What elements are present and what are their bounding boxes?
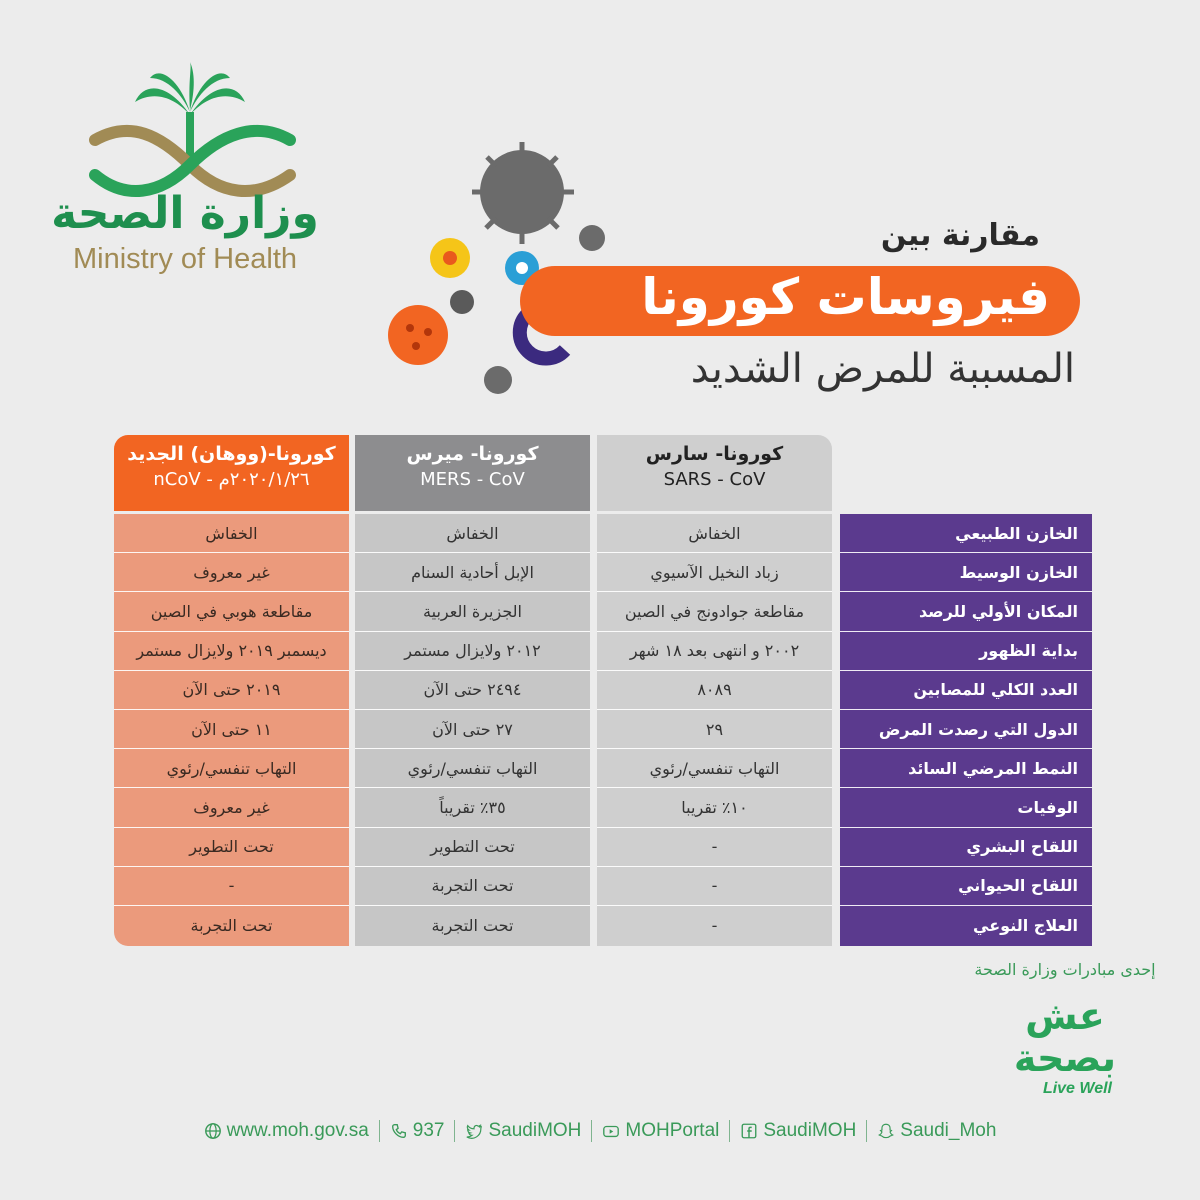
facebook-icon — [740, 1122, 758, 1140]
virus-icon — [484, 366, 512, 394]
snapchat-link[interactable] — [867, 1120, 1006, 1142]
ncov-cell: غير معروف — [114, 553, 349, 592]
ncov-cell: الخفاش — [114, 514, 349, 553]
snapchat-icon — [877, 1122, 895, 1140]
virus-icon — [450, 290, 474, 314]
sars-cell: ٨٠٨٩ — [597, 671, 832, 710]
sars-cell: - — [597, 828, 832, 867]
header-ncov — [114, 435, 349, 511]
sars-cell: التهاب تنفسي/رئوي — [597, 749, 832, 788]
header-sars-arabic: كورونا- سارس — [645, 443, 784, 465]
page-title: فيروسات كورونا — [641, 268, 1050, 326]
livewell-english: Live Well — [1042, 1079, 1112, 1097]
row-label: النمط المرضي السائد — [840, 749, 1092, 788]
mers-cell: تحت التجربة — [355, 867, 590, 906]
virus-icon — [579, 225, 605, 251]
sars-cell: - — [597, 867, 832, 906]
ncov-column — [114, 514, 349, 946]
youtube-icon — [602, 1122, 620, 1140]
phone-link[interactable] — [380, 1120, 455, 1142]
row-label: المكان الأولي للرصد — [840, 592, 1092, 631]
ministry-name-arabic: وزارة الصحة — [51, 188, 319, 239]
facebook-link[interactable] — [730, 1120, 866, 1142]
page-subtitle: المسببة للمرض الشديد — [690, 346, 1075, 392]
header-mers-arabic: كورونا- ميرس — [406, 443, 539, 465]
footer-links — [170, 1116, 1030, 1146]
twitter-text: SaudiMOH — [488, 1120, 582, 1141]
snapchat-text: Saudi_Moh — [900, 1120, 997, 1141]
title-prefix: مقارنة بين — [880, 218, 1040, 253]
twitter-icon — [465, 1122, 483, 1140]
ncov-cell: ١١ حتى الآن — [114, 710, 349, 749]
sars-cell: زباد النخيل الآسيوي — [597, 553, 832, 592]
row-label: الخازن الطبيعي — [840, 514, 1092, 553]
mers-cell: ٢٤٩٤ حتى الآن — [355, 671, 590, 710]
youtube-link[interactable] — [592, 1120, 729, 1142]
header-sars-latin: SARS - CoV — [663, 469, 766, 490]
website-link[interactable] — [194, 1120, 379, 1142]
ncov-cell: - — [114, 867, 349, 906]
mers-cell: ٣٥٪ تقريباً — [355, 788, 590, 827]
mers-cell: التهاب تنفسي/رئوي — [355, 749, 590, 788]
sars-cell: - — [711, 915, 718, 935]
row-label: العدد الكلي للمصابين — [840, 671, 1092, 710]
mers-column — [355, 514, 590, 946]
header-ncov-arabic: كورونا-(ووهان) الجديد — [127, 443, 336, 465]
mers-cell: الإبل أحادية السنام — [355, 553, 590, 592]
label-column — [840, 514, 1092, 946]
mers-cell: ٢٧ حتى الآن — [355, 710, 590, 749]
virus-icon — [472, 142, 574, 244]
row-label: العلاج النوعي — [973, 915, 1078, 935]
sars-cell: ٢٩ — [597, 710, 832, 749]
row-label: بداية الظهور — [840, 632, 1092, 671]
palm-icon — [135, 62, 245, 160]
ncov-cell: تحت التطوير — [114, 828, 349, 867]
header-mers — [355, 435, 590, 511]
sars-cell: مقاطعة جوادونج في الصين — [597, 592, 832, 631]
sars-cell: الخفاش — [597, 514, 832, 553]
facebook-text: SaudiMOH — [763, 1120, 857, 1141]
row-label: اللقاح الحيواني — [840, 867, 1092, 906]
ncov-cell: ديسمبر ٢٠١٩ ولايزال مستمر — [114, 632, 349, 671]
header-mers-latin: MERS - CoV — [420, 469, 525, 490]
ncov-cell: ٢٠١٩ حتى الآن — [114, 671, 349, 710]
sars-cell: ٢٠٠٢ و انتهى بعد ١٨ شهر — [597, 632, 832, 671]
mers-cell: الخفاش — [355, 514, 590, 553]
virus-icon — [430, 238, 470, 278]
twitter-link[interactable] — [455, 1120, 591, 1142]
phone-icon — [390, 1122, 408, 1140]
ncov-cell: التهاب تنفسي/رئوي — [114, 749, 349, 788]
header-ncov-latin: ٢٠٢٠/١/٢٦م - nCoV — [153, 469, 310, 490]
ncov-cell: غير معروف — [114, 788, 349, 827]
livewell-logo — [990, 988, 1140, 1098]
mers-cell: الجزيرة العربية — [355, 592, 590, 631]
ncov-cell: تحت التجربة — [190, 915, 273, 935]
sars-cell: ١٠٪ تقريبا — [597, 788, 832, 827]
row-label: اللقاح البشري — [840, 828, 1092, 867]
mers-cell: تحت التطوير — [355, 828, 590, 867]
row-label: الخازن الوسيط — [840, 553, 1092, 592]
row-label: الدول التي رصدت المرض — [840, 710, 1092, 749]
livewell-arabic: عش بصحة — [1013, 994, 1117, 1080]
youtube-text: MOHPortal — [625, 1120, 720, 1141]
sars-column — [597, 514, 832, 946]
row-label: الوفيات — [840, 788, 1092, 827]
header-sars — [597, 435, 832, 511]
globe-icon — [204, 1122, 222, 1140]
mers-cell: ٢٠١٢ ولايزال مستمر — [355, 632, 590, 671]
ministry-name-english: Ministry of Health — [72, 243, 297, 275]
website-text: www.moh.gov.sa — [226, 1120, 369, 1141]
phone-text: 937 — [412, 1120, 445, 1141]
virus-icon — [388, 305, 448, 365]
ncov-cell: مقاطعة هوبي في الصين — [114, 592, 349, 631]
mers-cell: تحت التجربة — [431, 915, 514, 935]
initiative-text: إحدى مبادرات وزارة الصحة — [974, 960, 1156, 979]
